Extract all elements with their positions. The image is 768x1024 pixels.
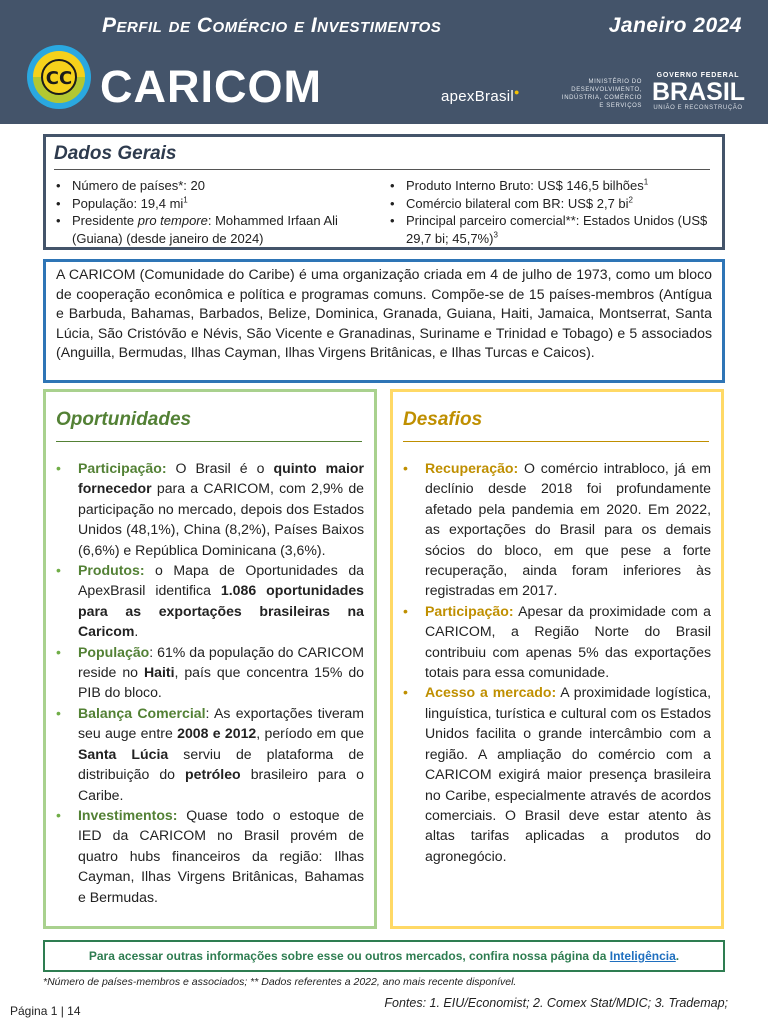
item-text: A proximidade logística, linguística, turística e cultural com os Estados Unidos facilita o grande intercâmbio com a região. A ampliação do comércio com a CARICOM exigirá maior presença brasileira no Caribe, especialmente através de acordos comerciais. O Brasil deve estar atento às altas tarifas aplicadas a produtos do agronegócio. bbox=[425, 684, 711, 864]
desafios-title: Desafios bbox=[403, 409, 483, 430]
dados-gerais-box bbox=[43, 134, 725, 250]
page-number: Página 1 | 14 bbox=[10, 1004, 81, 1018]
intro-paragraph: A CARICOM (Comunidade do Caribe) é uma organização criada em 4 de julho de 1973, como um bloco de cooperação econômica e política e programas comuns. Compõe-se de 15 países-membros (Antígua e Barbuda, Bahamas, Barbados, Belize, Dominica, Granada, Guiana, Haiti, Jamaica, Montserrat, Santa Lúcia, São Cristóvão e Névis, São Vicente e Granadinas, Suriname e Trinidad e Tobago) e 5 associados (Anguilla, Bermudas, Ilhas Cayman, Ilhas Virgens Britânicas, e Ilhas Turcas e Caicos). bbox=[43, 259, 725, 383]
item-bold: 1.086 oportunidades para as exportações brasileiras na Caricom bbox=[78, 582, 364, 640]
item-text: O Brasil é o bbox=[166, 460, 274, 476]
list-item bbox=[56, 703, 364, 805]
dados-comercio-text: Comércio bilateral com BR: US$ 2,7 bi bbox=[406, 195, 629, 211]
item-text: , período em que bbox=[256, 725, 364, 742]
cta-text: Para acessar outras informações sobre esse ou outros mercados, confira nossa página da bbox=[88, 949, 610, 963]
item-bold: Haiti bbox=[143, 664, 175, 681]
dados-paises bbox=[54, 177, 384, 195]
dados-populacao-text: População: 19,4 mi bbox=[72, 195, 184, 211]
oportunidades-list bbox=[56, 458, 364, 907]
item-text: Apesar da proximidade com a CARICOM, a Região Norte do Brasil contribuiu com apenas 5% das exportações totais para essa comunidade. bbox=[425, 602, 711, 681]
item-keyword: Produtos: bbox=[78, 562, 145, 579]
caricom-logo-icon bbox=[26, 44, 92, 110]
footnote: *Número de países-membros e associados; ** Dados referentes a 2022, ano mais recente disponível. bbox=[43, 976, 517, 988]
item-text: , país que concentra 15% do PIB do bloco. bbox=[78, 664, 364, 701]
footnote-ref: 1 bbox=[643, 177, 649, 187]
dados-pib bbox=[388, 177, 720, 195]
item-keyword: Participação: bbox=[78, 460, 167, 476]
dados-comercio bbox=[388, 195, 720, 213]
list-item bbox=[56, 560, 364, 642]
item-bold: Santa Lúcia bbox=[78, 745, 169, 762]
page-header bbox=[0, 0, 768, 124]
dados-presidente-em: pro tempore bbox=[137, 213, 208, 228]
list-item bbox=[56, 805, 364, 907]
item-keyword: Participação: bbox=[425, 602, 514, 619]
item-text: . bbox=[134, 623, 139, 640]
cta-banner bbox=[43, 940, 725, 972]
item-keyword: Investimentos: bbox=[78, 806, 178, 823]
ministerio-line-2: DESENVOLVIMENTO, bbox=[571, 87, 642, 93]
gov-sub-text: UNIÃO E RECONSTRUÇÃO bbox=[653, 105, 743, 111]
sources: Fontes: 1. EIU/Economist; 2. Comex Stat/MDIC; 3. Trademap; bbox=[384, 996, 728, 1010]
oportunidades-box bbox=[43, 389, 377, 929]
ministerio-line-1: MINISTÉRIO DO bbox=[588, 79, 642, 85]
desafios-divider bbox=[403, 441, 709, 442]
inteligencia-link[interactable]: Inteligência bbox=[609, 949, 676, 963]
footnote-ref: 2 bbox=[628, 195, 633, 205]
item-bold: petróleo bbox=[185, 766, 241, 783]
dados-presidente-post: : Mohammed Irfaan Ali (Guiana) (desde janeiro de 2024) bbox=[72, 213, 338, 246]
ministerio-logo bbox=[546, 78, 642, 110]
ministerio-line-3: INDÚSTRIA, COMÉRCIO bbox=[561, 95, 642, 101]
item-text: O comércio intrabloco, já em declínio desde 2018 foi profundamente afetado pela pandemia em 2020. Em 2022, as exportações do Brasil para os demais sócios do bloco, em que pese a forte recuperação, ainda foram inferiores às registradas em 2017. bbox=[425, 460, 711, 599]
item-bold: quinto maior fornecedor bbox=[78, 460, 364, 497]
desafios-list bbox=[403, 458, 711, 866]
ministerio-line-4: E SERVIÇOS bbox=[599, 103, 642, 109]
list-item bbox=[56, 458, 364, 560]
apexbrasil-logo-text: apexBrasil bbox=[441, 88, 515, 105]
dados-divider bbox=[54, 169, 710, 170]
item-keyword: População bbox=[78, 643, 150, 660]
dados-presidente bbox=[54, 212, 384, 247]
dados-left-list bbox=[54, 177, 384, 247]
item-text: serviu de plataforma de distribuição do bbox=[78, 745, 364, 783]
item-text: Quase todo o estoque de IED da CARICOM no Brasil provém de quatro hubs financeiros da região: Ilhas Cayman, Ilhas Virgens Britânicas, Bahamas e Bermudas. bbox=[78, 806, 364, 905]
header-date: Janeiro 2024 bbox=[608, 14, 742, 37]
header-kicker: Perfil de Comércio e Investimentos bbox=[102, 14, 442, 37]
item-text: o Mapa de Oportunidades da ApexBrasil identifica bbox=[78, 562, 364, 599]
dados-parceiro bbox=[388, 212, 720, 247]
desafios-box bbox=[390, 389, 724, 929]
item-text: : As exportações tiveram seu auge entre bbox=[78, 704, 364, 742]
dados-pib-text: Produto Interno Bruto: US$ 146,5 bilhões bbox=[406, 178, 644, 193]
dados-paises-text: Número de países*: 20 bbox=[72, 178, 205, 193]
list-item bbox=[403, 682, 711, 866]
page-title: CARICOM bbox=[100, 61, 322, 112]
cta-end: . bbox=[675, 949, 680, 963]
item-text: brasileiro para o Caribe. bbox=[78, 766, 364, 803]
dados-populacao bbox=[54, 195, 384, 213]
dados-parceiro-text: Principal parceiro comercial**: Estados Unidos (US$ 29,7 bi; 45,7%) bbox=[406, 213, 708, 246]
item-keyword: Recuperação: bbox=[425, 460, 519, 476]
oportunidades-divider bbox=[56, 441, 362, 442]
gov-top-text: GOVERNO FEDERAL bbox=[656, 72, 740, 79]
apex-dot-icon: ● bbox=[514, 87, 520, 97]
apexbrasil-logo bbox=[441, 87, 520, 105]
dados-presidente-pre: Presidente bbox=[72, 213, 138, 228]
oportunidades-title: Oportunidades bbox=[56, 409, 192, 430]
item-text: para a CARICOM, com 2,9% de participação no mercado, depois dos Estados Unidos (48,1%), China (8,2%), Países Baixos (6,6%) e República Dominicana (3,6%). bbox=[78, 480, 364, 558]
item-bold: 2008 e 2012 bbox=[177, 725, 257, 742]
dados-right-list bbox=[388, 177, 720, 247]
governo-brasil-logo bbox=[652, 72, 744, 111]
item-text: : 61% da população do CARICOM reside no bbox=[78, 643, 364, 681]
item-keyword: Balança Comercial bbox=[78, 704, 206, 721]
list-item bbox=[56, 642, 364, 703]
caricom-logo-text: CC bbox=[45, 68, 73, 89]
dados-gerais-title: Dados Gerais bbox=[54, 143, 177, 164]
list-item bbox=[403, 601, 711, 683]
footnote-ref: 3 bbox=[493, 230, 498, 240]
gov-main-text: BRASIL bbox=[652, 78, 746, 106]
item-keyword: Acesso a mercado: bbox=[425, 684, 557, 701]
list-item bbox=[403, 458, 711, 601]
footnote-ref: 1 bbox=[183, 195, 188, 205]
